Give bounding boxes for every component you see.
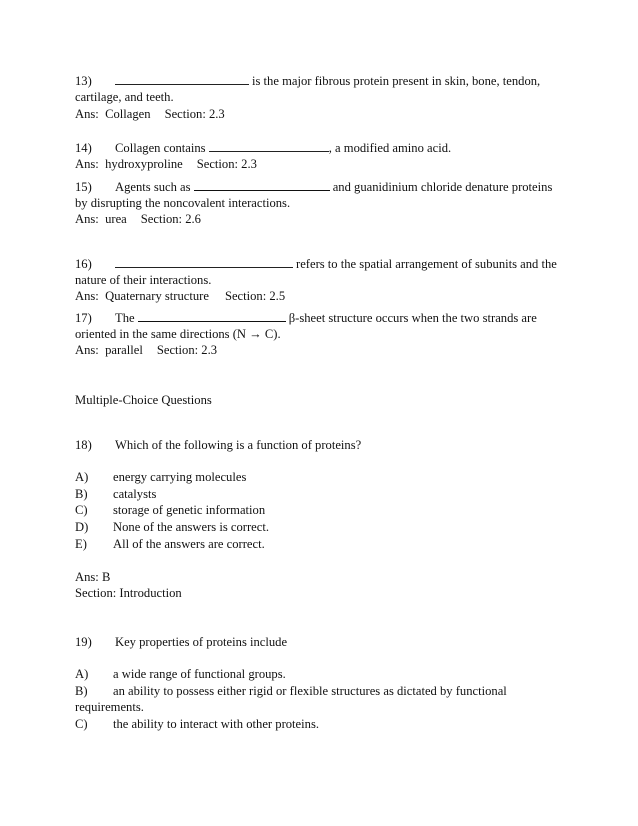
q19-option-b: [75, 683, 507, 699]
q18-answer: Ans: B: [75, 570, 111, 584]
q19-question: [75, 634, 287, 650]
q14-section: Section: 2.3: [196, 157, 257, 171]
q15-answer: [75, 211, 201, 227]
option-text: All of the answers are correct.: [113, 537, 265, 551]
q16-number: 16): [75, 257, 92, 271]
option-letter: B): [75, 487, 88, 501]
q17-section: Section: 2.3: [156, 343, 218, 357]
q19-text: Key properties of proteins include: [115, 635, 288, 649]
q17-text-cont: oriented in the same directions (N → C).: [75, 327, 281, 341]
q14-number: 14): [75, 141, 92, 155]
option-letter: B): [75, 684, 88, 698]
q18-section: Section: Introduction: [75, 586, 182, 600]
q16-line2: [75, 272, 211, 288]
q17-answer: [75, 342, 217, 358]
q16-blank: [115, 256, 293, 268]
q15-text-cont: by disrupting the noncovalent interactions.: [75, 196, 291, 210]
q15-ans-value: urea: [105, 212, 127, 226]
q17-blank: [138, 310, 286, 322]
q14-text-after: , a modified amino acid.: [328, 141, 452, 155]
q18-number: 18): [75, 438, 92, 452]
q17-line2: [75, 326, 281, 342]
option-text: requirements.: [75, 700, 144, 714]
q18-option-a: [75, 469, 246, 485]
q16-ans-value: Quaternary structure: [105, 289, 209, 303]
q17-ans-label: Ans:: [75, 343, 99, 357]
q16-ans-label: Ans:: [75, 289, 99, 303]
q16-text-cont: nature of their interactions.: [75, 273, 212, 287]
mc-heading: Multiple-Choice Questions: [75, 393, 212, 407]
q16-answer: [75, 288, 285, 304]
option-letter: D): [75, 520, 89, 534]
option-text: catalysts: [113, 487, 157, 501]
q13-section: Section: 2.3: [164, 107, 225, 121]
q13-text: is the major fibrous protein present in skin, bone, tendon,: [252, 74, 541, 88]
q18-option-b: [75, 486, 156, 502]
q14-ans-label: Ans:: [75, 157, 99, 171]
option-text: a wide range of functional groups.: [113, 667, 286, 681]
q17-number: 17): [75, 311, 92, 325]
q15-text-before: Agents such as: [115, 180, 191, 194]
q19-option-c: [75, 716, 319, 732]
q19-number: 19): [75, 635, 92, 649]
option-text: an ability to possess either rigid or flexible structures as dictated by functional: [113, 684, 507, 698]
q14-line1: [75, 140, 451, 156]
q17-ans-value: parallel: [105, 343, 143, 357]
q18-option-e: [75, 536, 265, 552]
q15-section: Section: 2.6: [140, 212, 201, 226]
q16-section: Section: 2.5: [224, 289, 286, 303]
q13-ans-label: Ans:: [75, 107, 99, 121]
q15-line1: [75, 179, 552, 195]
option-letter: C): [75, 717, 88, 731]
q19-option-a: [75, 666, 286, 682]
q13-answer: [75, 106, 225, 122]
option-letter: A): [75, 470, 89, 484]
q18-text: Which of the following is a function of proteins?: [115, 438, 362, 452]
option-letter: A): [75, 667, 89, 681]
q17-line1: [75, 310, 537, 326]
option-letter: E): [75, 537, 87, 551]
q18-question: [75, 437, 361, 453]
q13-text-cont: cartilage, and teeth.: [75, 90, 174, 104]
q15-number: 15): [75, 180, 92, 194]
q19-option-b-cont: [75, 699, 144, 715]
q16-line1: [75, 256, 557, 272]
q18-option-d: [75, 519, 269, 535]
q13-number: 13): [75, 74, 92, 88]
q17-text-after: β-sheet structure occurs when the two strands are: [288, 311, 537, 325]
option-letter: C): [75, 503, 88, 517]
q17-text-before: The: [115, 311, 135, 325]
q15-line2: [75, 195, 290, 211]
option-text: the ability to interact with other proteins.: [113, 717, 319, 731]
q14-ans-value: hydroxyproline: [105, 157, 183, 171]
q13-blank: [115, 73, 249, 85]
q14-blank: [209, 140, 329, 152]
q14-answer: [75, 156, 257, 172]
option-text: None of the answers is correct.: [113, 520, 269, 534]
q15-ans-label: Ans:: [75, 212, 99, 226]
q14-text-before: Collagen contains: [115, 141, 206, 155]
q16-text: refers to the spatial arrangement of subunits and the: [296, 257, 557, 271]
q18-option-c: [75, 502, 265, 518]
option-text: storage of genetic information: [113, 503, 266, 517]
q13-ans-value: Collagen: [105, 107, 151, 121]
q15-blank: [194, 179, 330, 191]
option-text: energy carrying molecules: [113, 470, 247, 484]
q15-text-after: and guanidinium chloride denature proteins: [332, 180, 553, 194]
q13-line1: [75, 73, 540, 89]
q13-line2: [75, 89, 174, 105]
